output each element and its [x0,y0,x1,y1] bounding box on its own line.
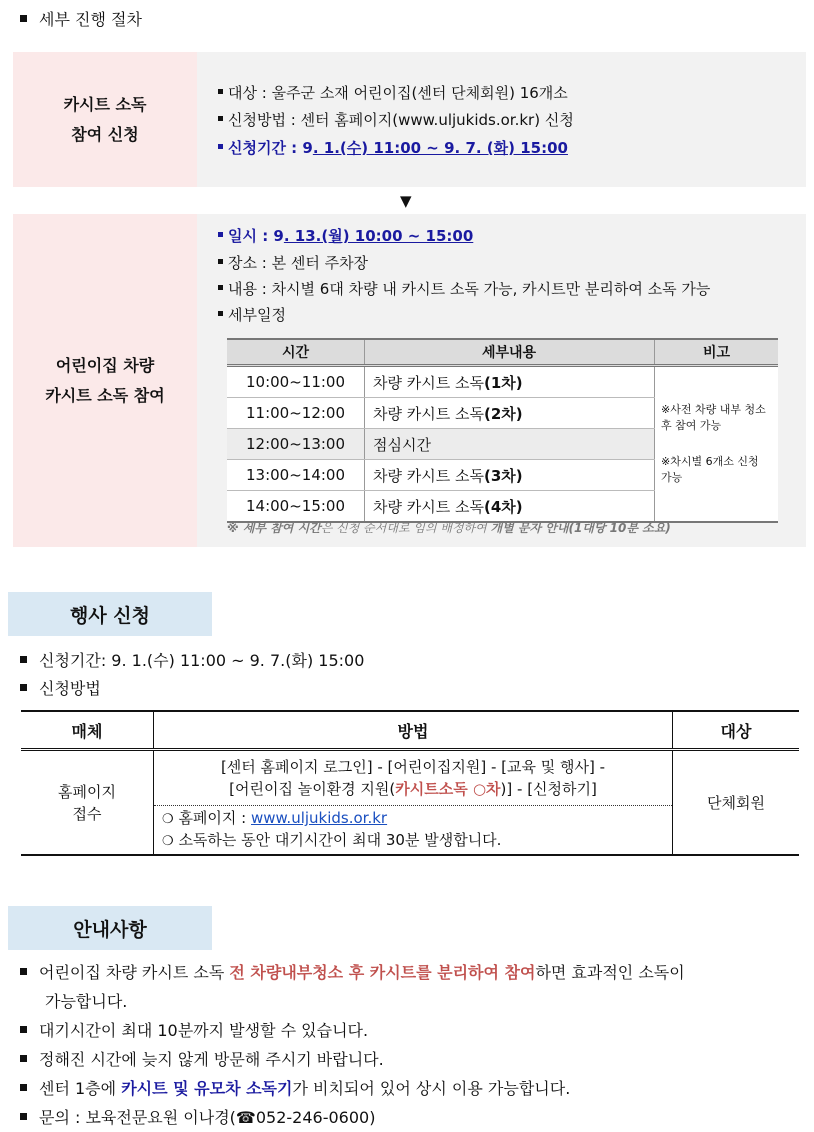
notice-item-2: 대기시간이 최대 10분까지 발생할 수 있습니다. [20,1018,368,1041]
phone-icon: ☎ [235,1108,256,1127]
step1-period: 신청기간 : 9. 1.(수) 11:00 ~ 9. 7. (화) 15:00 [218,137,568,158]
step2-title: 어린이집 차량 카시트 소독 참여 [13,214,197,547]
sched-header-note: 비고 [655,339,779,366]
notice-item-1: 어린이집 차량 카시트 소독 전 차량내부청소 후 카시트를 분리하여 참여하면 효과적인 소독이 [20,960,685,983]
meth-header-target: 대상 [673,711,800,750]
meth-header-method: 방법 [154,711,673,750]
step1-title: 카시트 소독 참여 신청 [13,52,197,187]
meth-path: [센터 홈페이지 로그인] - [어린이집지원] - [교육 및 행사] - [어린이집 놀이환경 지원(카시트소독 ○차)] - [신청하기] [154,750,673,806]
circle-icon: ❍ [162,834,174,849]
meth-media: 홈페이지 접수 [21,750,154,856]
notice-section-title: 안내사항 [8,906,212,950]
meth-header-media: 매체 [21,711,154,750]
step1-target: 대상 : 울주군 소재 어린이집(센터 단체회원) 16개소 [218,82,568,103]
circle-icon: ❍ [162,812,174,827]
notice-item-3: 정해진 시간에 늦지 않게 방문해 주시기 바랍니다. [20,1047,384,1070]
method-table [21,710,799,856]
notice-item-4: 센터 1층에 카시트 및 유모차 소독기가 비치되어 있어 상시 이용 가능합니다. [20,1076,570,1099]
step2-place: 장소 : 본 센터 주차장 [218,252,368,273]
schedule-table [227,338,778,523]
table-row: 12:00~13:00 점심시간 [227,429,778,460]
table-row: 13:00~14:00 차량 카시트 소독(3차) [227,460,778,491]
step1-box [13,52,806,187]
table-row: 10:00~11:00 차량 카시트 소독(1차) ※사전 차량 내부 청소 후 참여 가능 ※차시별 6개소 신청 가능 [227,366,778,398]
notice-item-1-cont: 가능합니다. [45,992,128,1011]
step1-method: 신청방법 : 센터 홈페이지(www.uljukids.or.kr) 신청 [218,109,574,130]
schedule-footnote: ※ 세부 참여 시간은 신청 순서대로 임의 배정하여 개별 문자 안내(1대당 10분 소요) [227,521,671,535]
notice-item-5: 문의 : 보육전문요원 이나경(☎052-246-0600) [20,1105,375,1128]
bullet-icon [20,15,27,22]
down-arrow-icon: ▼ [400,192,412,210]
sched-header-time: 시간 [227,339,365,366]
step2-box [13,214,806,547]
event-section-title: 행사 신청 [8,592,212,636]
sched-header-desc: 세부내용 [365,339,655,366]
table-row: 14:00~15:00 차량 카시트 소독(4차) [227,491,778,523]
detail-heading: 세부 진행 절차 [20,7,142,30]
homepage-link[interactable]: www.uljukids.or.kr [251,809,388,827]
step2-date: 일시 : 9. 13.(월) 10:00 ~ 15:00 [218,225,473,246]
meth-info: ❍ 홈페이지 : www.uljukids.or.kr ❍ 소독하는 동안 대기시간이 최대 30분 발생합니다. [154,806,673,856]
event-method-label: 신청방법 [20,676,101,699]
step2-content: 내용 : 차시별 6대 차량 내 카시트 소독 가능, 카시트만 분리하여 소독 가능 [218,278,710,299]
table-row: 11:00~12:00 차량 카시트 소독(2차) [227,398,778,429]
sched-note: ※사전 차량 내부 청소 후 참여 가능 ※차시별 6개소 신청 가능 [655,366,779,523]
meth-target: 단체회원 [673,750,800,856]
event-period: 신청기간: 9. 1.(수) 11:00 ~ 9. 7.(화) 15:00 [20,648,364,671]
step2-schedule-label: 세부일정 [218,304,286,325]
